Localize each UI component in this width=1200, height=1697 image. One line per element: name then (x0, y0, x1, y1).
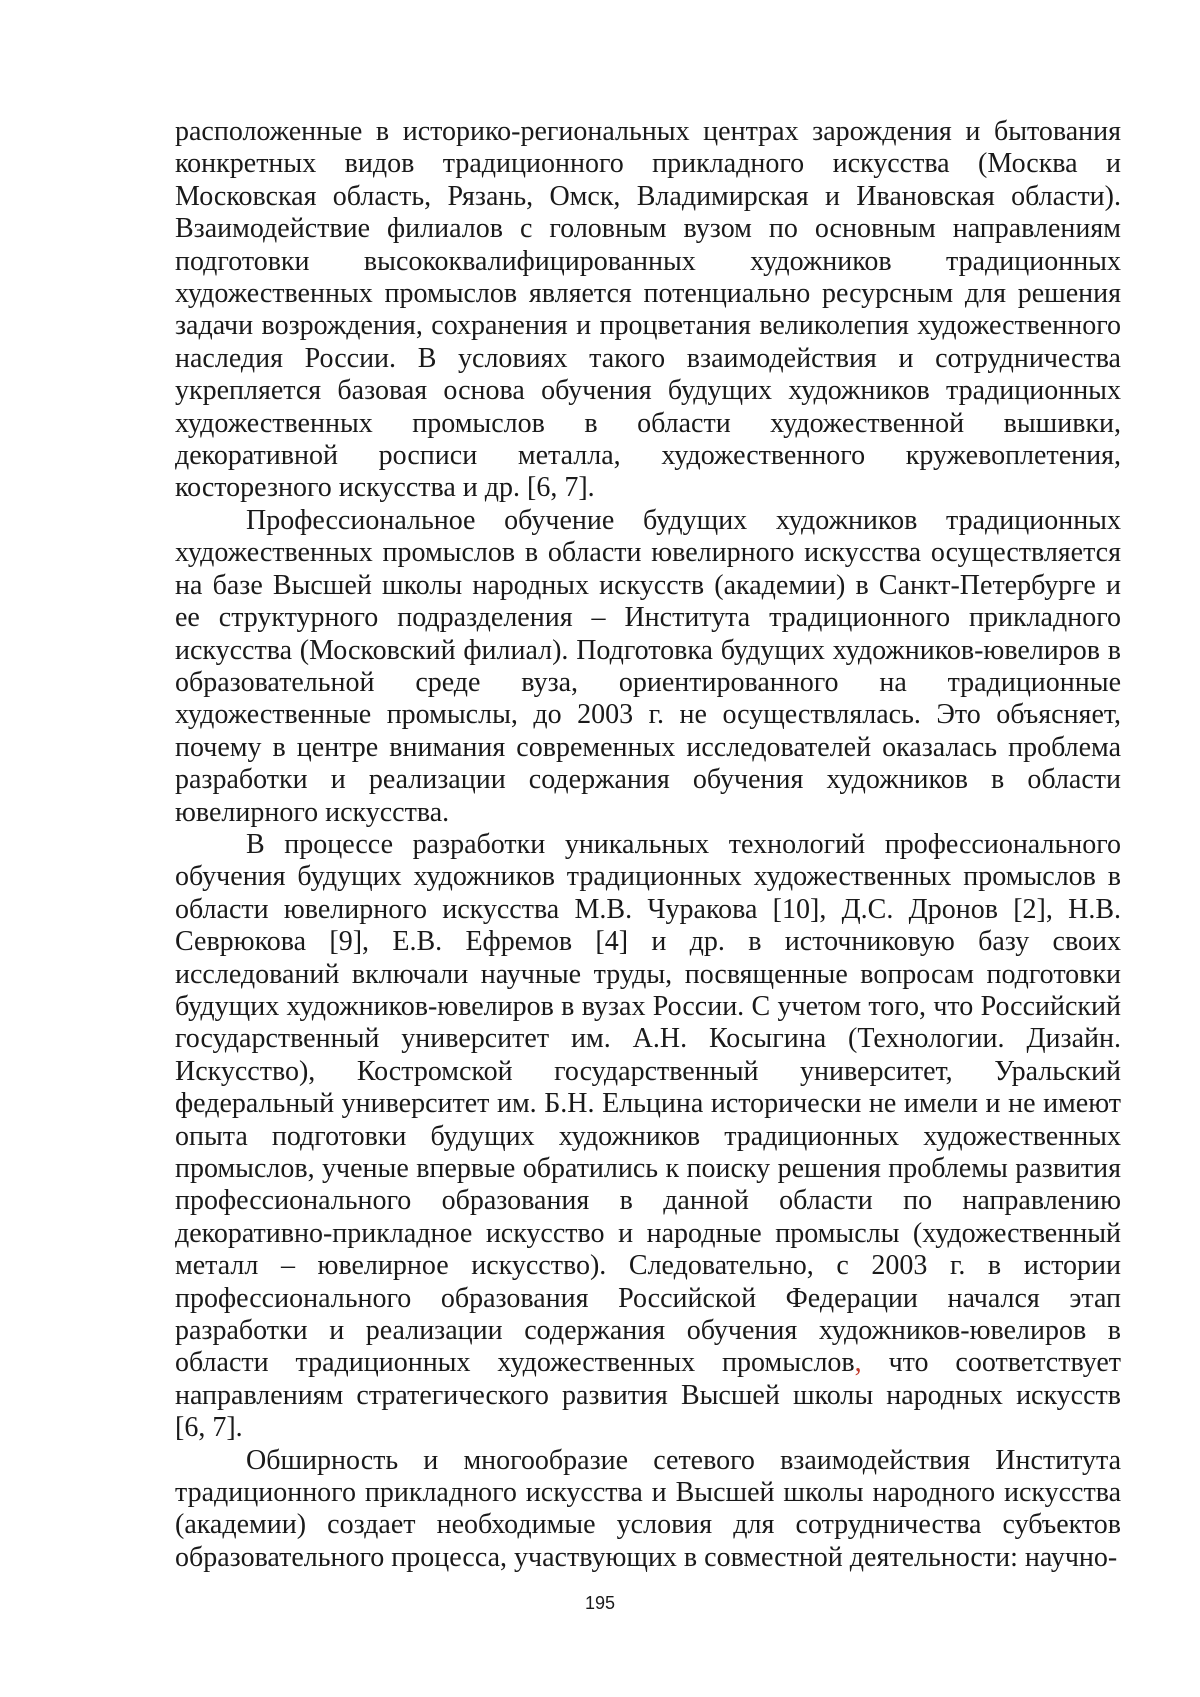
paragraph-3 (175, 829, 1121, 1445)
paragraph-1: расположенные в историко-региональных центрах зарождения и бытования конкретных видов традиционного прикладного искусства (Москва и Московская область, Рязань, Омск, Владимирская и Ивановская области). Взаимодействие филиалов с головным вузом по основным направлениям подготовки высококвалифицированных художников традиционных художественных промыслов является потенциально ресурсным для решения задачи возрождения, сохранения и процветания великолепия художественного наследия России. В условиях такого взаимодействия и сотрудничества укрепляется базовая основа обучения будущих художников традиционных художественных промыслов в области художественной вышивки, декоративной росписи металла, художественного кружевоплетения, косторезного искусства и др. [6, 7]. (175, 116, 1121, 504)
highlighted-comma: , (854, 1347, 862, 1379)
paragraph-3-text-after: что соответствует направлениям стратегического развития Высшей школы народных искусств [6, 7]. (175, 1347, 1121, 1444)
page-number: 195 (584, 1593, 616, 1613)
paragraph-4: Обширность и многообразие сетевого взаимодействия Института традиционного прикладного искусства и Высшей школы народного искусства (академии) создает необходимые условия для сотрудничества субъектов образовательного процесса, участвующих в совместной деятельности: научно- (175, 1444, 1121, 1573)
document-page (175, 116, 1121, 1574)
paragraph-3-text-before: В процессе разработки уникальных технологий профессионального обучения будущих художников традиционных художественных промыслов в области ювелирного искусства М.В. Чуракова [10], Д.С. Дронов [2], Н.В. Севрюкова [9], Е.В. Ефремов [4] и др. в источниковую базу своих исследований включали научные труды, посвященные вопросам подготовки будущих художников-ювелиров в вузах России. С учетом того, что Российский государственный университет им. А.Н. Косыгина (Технологии. Дизайн. Искусство), Костромской государственный университет, Уральский федеральный университет им. Б.Н. Ельцина исторически не имели и не имеют опыта подготовки будущих художников традиционных художественных промыслов, ученые впервые обратились к поиску решения проблемы развития профессионального образования в данной области по направлению декоративно-прикладное искусство и народные промыслы (художественный металл – ювелирное искусство). Следовательно, с 2003 г. в истории профессионального образования Российской Федерации начался этап разработки и реализации содержания обучения художников-ювелиров в области традиционных художественных промыслов (175, 828, 1121, 1379)
paragraph-2: Профессиональное обучение будущих художников традиционных художественных промыслов в области ювелирного искусства осуществляется на базе Высшей школы народных искусств (академии) в Санкт-Петербурге и ее структурного подразделения – Института традиционного прикладного искусства (Московский филиал). Подготовка будущих художников-ювелиров в образовательной среде вуза, ориентированного на традиционные художественные промыслы, до 2003 г. не осуществлялась. Это объясняет, почему в центре внимания современных исследователей оказалась проблема разработки и реализации содержания обучения художников в области ювелирного искусства. (175, 504, 1121, 828)
